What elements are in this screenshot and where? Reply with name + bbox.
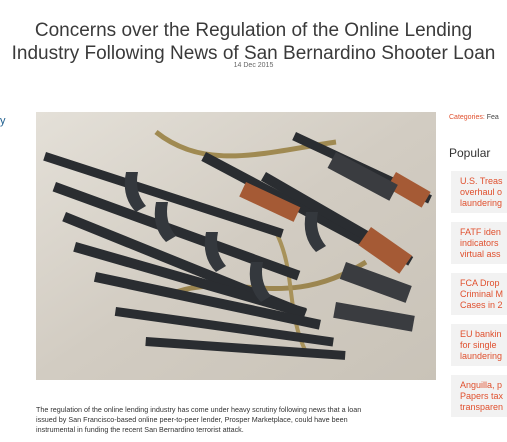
popular-item[interactable] bbox=[451, 375, 507, 417]
article-hero-image bbox=[36, 112, 436, 380]
popular-heading: Popular bbox=[449, 146, 491, 160]
categories-label: Categories: bbox=[449, 114, 485, 121]
popular-item-line: U.S. Treas bbox=[460, 176, 503, 186]
popular-item[interactable] bbox=[451, 324, 507, 366]
popular-item[interactable] bbox=[451, 171, 507, 213]
article-title-line-1: Concerns over the Regulation of the Online Lending bbox=[34, 19, 473, 41]
partial-logo-icon: y bbox=[0, 115, 6, 127]
popular-item-line: FCA Drop bbox=[460, 278, 500, 288]
popular-item-line: Anguilla, p bbox=[460, 380, 503, 390]
article-lead-line-1: The regulation of the online lending industry has come under heavy scrutiny following news that a loan bbox=[36, 405, 362, 414]
popular-item[interactable] bbox=[451, 222, 507, 264]
article-date: 14 Dec 2015 bbox=[233, 62, 274, 69]
article-categories bbox=[449, 114, 499, 121]
popular-item-line: EU bankin bbox=[460, 329, 502, 339]
popular-item-line: FATF iden bbox=[460, 227, 501, 237]
popular-item-line: Cases in 2 bbox=[460, 300, 503, 310]
article-lead-line-2: issued by San Francisco-based online peer-to-peer lender, Prosper Marketplace, could have been bbox=[36, 415, 348, 424]
popular-item-line: Criminal M bbox=[460, 289, 504, 299]
article-title bbox=[0, 19, 507, 65]
popular-item-line: Papers tax bbox=[460, 391, 504, 401]
rifles-photo-icon bbox=[36, 112, 436, 380]
article-lead bbox=[36, 405, 440, 435]
popular-item-line: indicators bbox=[460, 238, 499, 248]
popular-item-line: for single bbox=[460, 340, 497, 350]
popular-item-line: laundering bbox=[460, 198, 503, 208]
article-lead-line-3: instrumental in funding the recent San Bernardino terrorist attack. bbox=[36, 425, 244, 434]
popular-list bbox=[451, 171, 507, 426]
popular-item-line: laundering bbox=[460, 351, 503, 361]
popular-item-line: transparen bbox=[460, 402, 504, 412]
categories-value[interactable]: Fea bbox=[486, 114, 499, 121]
popular-item-line: virtual ass bbox=[460, 249, 501, 259]
popular-item[interactable] bbox=[451, 273, 507, 315]
popular-item-line: overhaul o bbox=[460, 187, 503, 197]
article-title-line-2: Industry Following News of San Bernardino Shooter Loan bbox=[11, 42, 496, 64]
